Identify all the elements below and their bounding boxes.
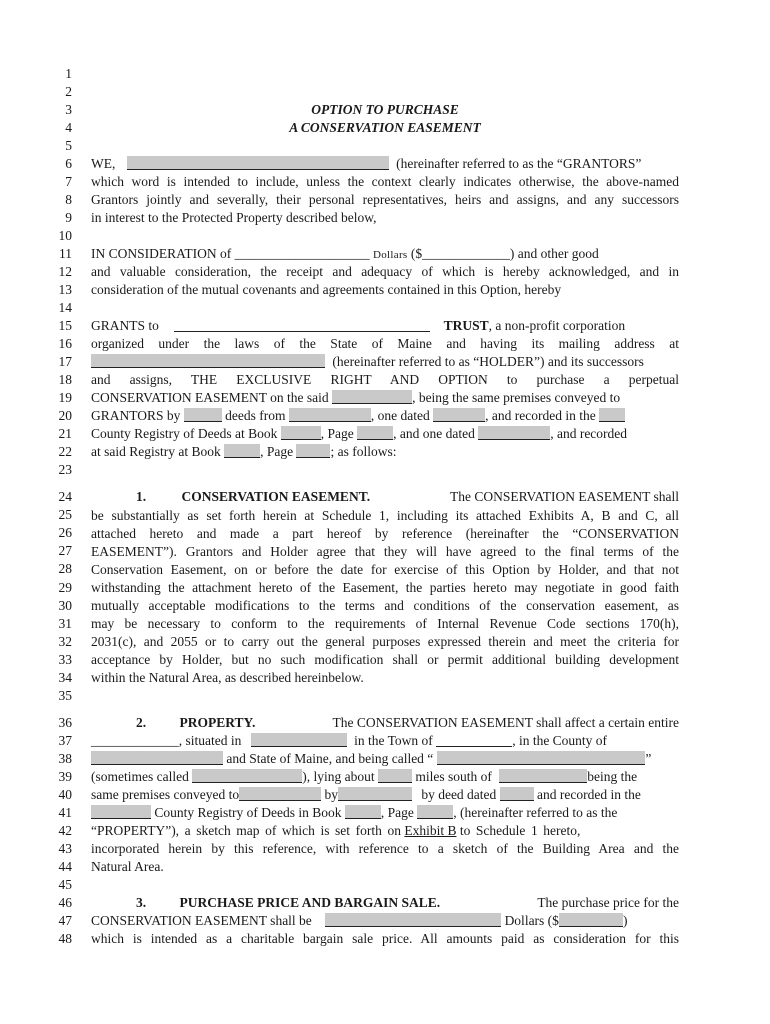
page-label-1: , Page bbox=[320, 426, 354, 441]
same-premises-label: , being the same premises conveyed to bbox=[412, 390, 621, 405]
page-label-3: , Page bbox=[380, 805, 414, 820]
line-42 bbox=[91, 822, 679, 840]
exhibit-b-link[interactable]: Exhibit B bbox=[404, 823, 457, 838]
book-field-3[interactable] bbox=[345, 805, 381, 819]
line-12: and valuable consideration, the receipt and adequacy of which is hereby acknowledged, and in bbox=[91, 264, 679, 279]
and-recorded-label: , and recorded bbox=[550, 426, 628, 441]
line-48: which is intended as a charitable bargain sale price. All amounts paid as consideration for this bbox=[91, 931, 679, 946]
line-24 bbox=[91, 488, 679, 506]
line-number: 3 bbox=[65, 102, 72, 117]
line-number: 29 bbox=[58, 579, 72, 595]
line-number: 9 bbox=[65, 210, 72, 225]
by-label: by bbox=[324, 787, 338, 802]
easement-shall-be-label: CONSERVATION EASEMENT shall be bbox=[91, 913, 312, 928]
line-41 bbox=[91, 804, 679, 822]
line-number: 31 bbox=[58, 615, 72, 631]
deed-dated-label: by deed dated bbox=[421, 787, 497, 802]
line-7: which word is intended to include, unless the context clearly indicates otherwise, the above-named bbox=[91, 174, 679, 189]
line-number: 45 bbox=[58, 877, 72, 892]
south-of-field[interactable] bbox=[499, 769, 587, 783]
line-number: 27 bbox=[58, 543, 72, 559]
state-maine-label: and State of Maine, and being called “ bbox=[226, 751, 434, 766]
line-number: 35 bbox=[58, 688, 72, 703]
one-dated-label: , one dated bbox=[370, 408, 430, 423]
line-number: 39 bbox=[58, 769, 72, 784]
close-paren: ) bbox=[622, 913, 628, 928]
miles-south-label: miles south of bbox=[415, 769, 492, 784]
deed-date-field[interactable] bbox=[500, 787, 534, 801]
section-2-number: 2. bbox=[136, 715, 147, 730]
county-field-2[interactable] bbox=[91, 751, 223, 765]
line-number: 7 bbox=[65, 174, 72, 189]
line-number: 36 bbox=[58, 715, 72, 730]
line-39 bbox=[91, 768, 679, 786]
section-3-number: 3. bbox=[136, 895, 147, 910]
one-dated-label-2: , and one dated bbox=[393, 426, 475, 441]
said-property-field[interactable] bbox=[332, 390, 412, 404]
deeds-from-label: deeds from bbox=[225, 408, 286, 423]
line-number: 42 bbox=[58, 823, 72, 838]
line-number: 47 bbox=[58, 913, 72, 928]
line-number: 23 bbox=[58, 462, 72, 477]
page-label-2: , Page bbox=[260, 444, 294, 459]
line-number: 1 bbox=[65, 66, 72, 81]
dollars-label: Dollars bbox=[373, 249, 408, 261]
section-1-title: CONSERVATION EASEMENT. bbox=[181, 489, 371, 504]
section-3-title: PURCHASE PRICE AND BARGAIN SALE. bbox=[179, 895, 441, 910]
line-11 bbox=[91, 245, 679, 264]
schedule-ref: to Schedule 1 hereto, bbox=[459, 823, 581, 838]
grantors-name-field[interactable] bbox=[127, 156, 389, 170]
town-of-label: in the Town of bbox=[354, 733, 433, 748]
line-43: incorporated herein by this reference, with reference to a sketch of the Building Area and the bbox=[91, 841, 679, 856]
line-number: 22 bbox=[58, 444, 72, 459]
property-name-field[interactable] bbox=[437, 751, 645, 765]
miles-field[interactable] bbox=[378, 769, 412, 783]
dated-field-2[interactable] bbox=[478, 426, 550, 440]
line-15 bbox=[91, 317, 679, 335]
line-number: 46 bbox=[58, 895, 72, 910]
line-number: 26 bbox=[58, 525, 72, 541]
line-number: 33 bbox=[58, 651, 72, 667]
easement-on-label: CONSERVATION EASEMENT on the said bbox=[91, 390, 329, 405]
line-number: 19 bbox=[58, 390, 72, 405]
line-36 bbox=[91, 714, 679, 732]
situated-in-label: _____________, situated in bbox=[91, 733, 242, 748]
line-28: Conservation Easement, on or before the date for exercise of this Option by Holder, and that not bbox=[91, 562, 679, 577]
line-number: 16 bbox=[58, 336, 72, 351]
line-27: EASEMENT”). Grantors and Holder agree that they will have agreed to the final terms of the bbox=[91, 544, 679, 559]
line-47 bbox=[91, 912, 679, 930]
line-number: 4 bbox=[65, 120, 72, 135]
line-number: 38 bbox=[58, 751, 72, 766]
trust-name-field[interactable] bbox=[174, 318, 430, 332]
line-31: may be necessary to conform to the requirements of Internal Revenue Code sections 170(h), bbox=[91, 616, 679, 631]
line-16: organized under the laws of the State of Maine and having its mailing address at bbox=[91, 336, 679, 351]
line-number: 17 bbox=[58, 354, 72, 369]
page-field-3[interactable] bbox=[417, 805, 453, 819]
line-number: 41 bbox=[58, 805, 72, 820]
recorded-in-label: , and recorded in the bbox=[485, 408, 596, 423]
consideration-label: IN CONSIDERATION of ____________________ bbox=[91, 246, 370, 261]
county-of-label: , in the County of bbox=[512, 733, 608, 748]
line-number: 18 bbox=[58, 372, 72, 387]
grantors-by-label: GRANTORS by bbox=[91, 408, 181, 423]
page-field-2[interactable] bbox=[296, 444, 330, 458]
line-number: 48 bbox=[58, 931, 72, 946]
line-38 bbox=[91, 750, 679, 768]
line-number: 11 bbox=[59, 246, 72, 261]
town-field[interactable] bbox=[436, 733, 512, 747]
line-number: 14 bbox=[58, 300, 72, 315]
page-field-1[interactable] bbox=[357, 426, 393, 440]
we-label: WE, bbox=[91, 156, 116, 171]
deeds-from-field[interactable] bbox=[289, 408, 371, 422]
line-34: within the Natural Area, as described hereinbelow. bbox=[91, 670, 364, 685]
county-field-1[interactable] bbox=[599, 408, 625, 422]
holder-ref: (hereinafter referred to as “HOLDER”) and its successors bbox=[332, 354, 644, 369]
price-words-field[interactable] bbox=[325, 913, 501, 927]
conveyed-to-label: same premises conveyed to bbox=[91, 787, 240, 802]
line-number: 6 bbox=[65, 156, 72, 171]
grants-to-label: GRANTS to bbox=[91, 318, 159, 333]
line-37 bbox=[91, 732, 679, 750]
book-field-2[interactable] bbox=[224, 444, 260, 458]
line-number: 34 bbox=[58, 670, 72, 685]
line-33: acceptance by Holder, but no such modification shall or permit additional building development bbox=[91, 652, 679, 667]
being-the-label: being the bbox=[587, 769, 638, 784]
line-18: and assigns, THE EXCLUSIVE RIGHT AND OPTION to purchase a perpetual bbox=[91, 372, 679, 387]
line-number: 24 bbox=[58, 489, 72, 504]
line-29: withstanding the attachment hereto of the Easement, the parties hereto may negotiate in good faith bbox=[91, 580, 679, 595]
property-ref: “PROPERTY”), a sketch map of which is set forth on bbox=[91, 823, 401, 838]
line-number: 8 bbox=[65, 192, 72, 207]
conveyed-to-field[interactable] bbox=[239, 787, 321, 801]
line-number: 25 bbox=[58, 507, 72, 523]
dollars-amount: ($_____________) and other good bbox=[410, 246, 599, 261]
line-number: 5 bbox=[65, 138, 72, 153]
title-line-1: OPTION TO PURCHASE bbox=[311, 102, 459, 117]
line-number: 32 bbox=[58, 633, 72, 649]
registry-book-label: County Registry of Deeds at Book bbox=[91, 426, 278, 441]
price-amount-field[interactable] bbox=[559, 913, 623, 927]
hereinafter-label: , (hereinafter referred to as the bbox=[453, 805, 618, 820]
line-number: 20 bbox=[58, 408, 72, 423]
grantors-ref: (hereinafter referred to as the “GRANTORS” bbox=[396, 156, 642, 171]
non-profit-label: , a non-profit corporation bbox=[488, 318, 626, 333]
line-32: 2031(c), and 2055 or to carry out the general purposes expressed therein and meet the criteria for bbox=[91, 634, 679, 649]
county-field-3[interactable] bbox=[91, 805, 151, 819]
lying-about-label: ), lying about bbox=[302, 769, 375, 784]
line-number: 15 bbox=[58, 318, 72, 333]
by-field[interactable] bbox=[338, 787, 412, 801]
book-field-1[interactable] bbox=[281, 426, 321, 440]
line-21 bbox=[91, 425, 679, 443]
line-number: 40 bbox=[58, 787, 72, 802]
registry-book-label-2: County Registry of Deeds in Book bbox=[154, 805, 342, 820]
line-number: 21 bbox=[58, 426, 72, 441]
line-17 bbox=[91, 353, 679, 371]
section-2-lead: The CONSERVATION EASEMENT shall affect a certain entire bbox=[332, 715, 679, 730]
line-8: Grantors jointly and severally, their personal representatives, heirs and assigns, and any successors bbox=[91, 192, 679, 207]
situated-field[interactable] bbox=[251, 733, 347, 747]
line-44: Natural Area. bbox=[91, 859, 164, 874]
line-26: attached hereto and made a part hereof by reference (hereinafter the “CONSERVATION bbox=[91, 526, 679, 541]
line-19 bbox=[91, 389, 679, 407]
line-number: 13 bbox=[58, 282, 72, 297]
line-25: be substantially as set forth herein at Schedule 1, including its attached Exhibits A, B and C, all bbox=[91, 508, 679, 523]
line-46 bbox=[91, 894, 679, 912]
line-number: 12 bbox=[58, 264, 72, 279]
sometimes-called-label: (sometimes called bbox=[91, 769, 189, 784]
line-number: 37 bbox=[58, 733, 72, 748]
recorded-in-label-2: and recorded in the bbox=[537, 787, 641, 802]
title-line-2: A CONSERVATION EASEMENT bbox=[289, 120, 481, 135]
deeds-count-field[interactable] bbox=[184, 408, 222, 422]
line-number: 30 bbox=[58, 597, 72, 613]
line-number: 44 bbox=[58, 859, 72, 874]
line-13: consideration of the mutual covenants and agreements contained in this Option, hereby bbox=[91, 282, 562, 297]
as-follows-label: ; as follows: bbox=[330, 444, 397, 459]
close-quote: ” bbox=[645, 751, 652, 766]
line-number: 28 bbox=[58, 561, 72, 577]
dollars-label-2: Dollars ($ bbox=[504, 913, 559, 928]
section-2-title: PROPERTY. bbox=[179, 715, 256, 730]
section-1-number: 1. bbox=[136, 489, 147, 504]
line-number: 43 bbox=[58, 841, 72, 856]
line-22 bbox=[91, 443, 679, 461]
dated-field-1[interactable] bbox=[433, 408, 485, 422]
sometimes-called-field[interactable] bbox=[192, 769, 302, 783]
line-30: mutually acceptable modifications to the terms and conditions of the conservation easement, as bbox=[91, 598, 679, 613]
line-9: in interest to the Protected Property described below, bbox=[91, 210, 377, 225]
trust-label: TRUST bbox=[443, 318, 489, 333]
line-40 bbox=[91, 786, 679, 804]
line-number: 10 bbox=[58, 228, 72, 243]
section-1-lead: The CONSERVATION EASEMENT shall bbox=[449, 489, 679, 504]
line-20 bbox=[91, 407, 679, 425]
line-number: 2 bbox=[65, 84, 72, 99]
section-3-lead: The purchase price for the bbox=[537, 895, 679, 910]
line-6 bbox=[91, 155, 679, 173]
holder-address-field[interactable] bbox=[91, 354, 325, 368]
said-registry-label: at said Registry at Book bbox=[91, 444, 221, 459]
